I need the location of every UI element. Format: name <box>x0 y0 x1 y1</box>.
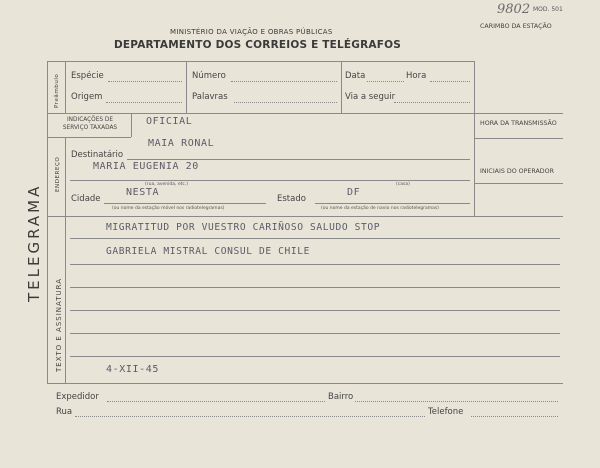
via-label: Via a seguir <box>345 92 396 102</box>
address-side-label: ENDEREÇO <box>55 156 61 192</box>
cidade-label: Cidade <box>71 194 101 204</box>
telefone-field[interactable] <box>471 416 558 417</box>
rua-label: Rua <box>56 407 73 417</box>
destinatario-label: Destinatário <box>71 150 124 160</box>
cidade-value[interactable]: NESTA <box>126 187 160 198</box>
expedidor-label: Expedidor <box>56 392 99 402</box>
message-line-1[interactable]: MIGRATITUD POR VUESTRO CARIÑOSO SALUDO STOP <box>106 222 381 233</box>
preamble-side-label: Preâmbulo <box>54 73 60 108</box>
expedidor-field[interactable] <box>107 401 325 402</box>
estado-hint: (ou nome da estação de navio nos radiotelegramas) <box>321 206 439 211</box>
estado-label: Estado <box>277 194 306 204</box>
taxed-service-value[interactable]: OFICIAL <box>146 116 193 127</box>
telegram-title: TELEGRAMA <box>25 183 43 302</box>
origem-label: Origem <box>71 92 103 102</box>
via-field[interactable] <box>394 102 470 103</box>
hora-label: Hora <box>406 71 427 81</box>
transmission-time-label: HORA DA TRANSMISSÃO <box>480 120 557 127</box>
operator-initials-label: INICIAIS DO OPERADOR <box>480 168 554 175</box>
numero-field[interactable] <box>231 81 337 82</box>
cidade-hint: (ou nome da estação móvel nos radiotelegramas) <box>112 206 225 211</box>
data-field[interactable] <box>367 81 404 82</box>
model-number: MOD. 501 <box>533 6 563 13</box>
street-value[interactable]: MARIA EUGENIA 20 <box>93 161 199 172</box>
bairro-label: Bairro <box>328 392 354 402</box>
text-signature-side-label: TEXTO E ASSINATURA <box>55 277 63 372</box>
especie-label: Espécie <box>71 71 104 81</box>
street-hint-2: (casa) <box>396 182 410 187</box>
telefone-label: Telefone <box>428 407 464 417</box>
message-date[interactable]: 4-XII-45 <box>106 364 159 375</box>
bairro-field[interactable] <box>355 401 558 402</box>
estado-value[interactable]: DF <box>347 187 361 198</box>
palavras-field[interactable] <box>234 102 337 103</box>
origem-field[interactable] <box>106 102 182 103</box>
hora-field[interactable] <box>430 81 470 82</box>
message-line-2[interactable]: GABRIELA MISTRAL CONSUL DE CHILE <box>106 246 311 257</box>
department-heading: DEPARTAMENTO DOS CORREIOS E TELÉGRAFOS <box>114 39 401 51</box>
especie-field[interactable] <box>108 81 182 82</box>
data-label: Data <box>345 71 366 81</box>
numero-label: Número <box>192 71 226 81</box>
station-stamp-label: CARIMBO DA ESTAÇÃO <box>480 23 552 30</box>
taxed-service-label: INDICAÇÕES DE SERVIÇO TAXADAS <box>62 117 118 131</box>
street-hint: (rua, avenida, etc.) <box>145 182 189 187</box>
palavras-label: Palavras <box>192 92 228 102</box>
rua-field[interactable] <box>75 416 425 417</box>
handwritten-reference: 9802 <box>497 2 531 17</box>
destinatario-value[interactable]: MAIA RONAL <box>148 138 215 149</box>
ministry-heading: MINISTÉRIO DA VIAÇÃO E OBRAS PÚBLICAS <box>170 28 333 36</box>
